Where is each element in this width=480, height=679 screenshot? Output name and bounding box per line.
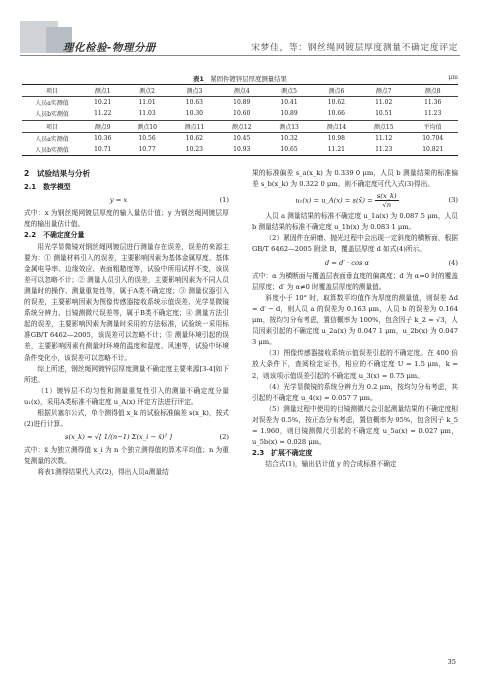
equation-3-fraction xyxy=(375,192,399,209)
table-unit: μm xyxy=(448,74,458,81)
table-row xyxy=(22,144,458,156)
equation-2-body: s(x_k) = √[ 1/(n−1) Σ(x_i − x̄)² ] xyxy=(65,433,172,442)
table-cell: 10.32 xyxy=(280,134,298,142)
paragraph: 式中：x 为钢丝绳网镀层厚度的输入量估计值；y 为钢丝绳网镀层厚度的输出量估计值。 xyxy=(24,209,229,229)
paragraph: （3）图像传感器接收系统示值误差引起的不确定度。在 400 倍放大条件下，查阅检定证书，相应的不确定度 U = 1.5 μm，k = 2，则该项示值误差引起的不确定度 u_3(x) = 0.75 μm。 xyxy=(252,349,458,380)
table-row-label: 人员a实测值 xyxy=(35,135,69,143)
header-rule xyxy=(20,55,460,56)
page-header xyxy=(0,0,480,58)
table-cell: 11.12 xyxy=(375,134,393,142)
equation-3 xyxy=(252,192,458,209)
table-cell: 测点13 xyxy=(265,120,312,132)
table-cell: 测点10 xyxy=(123,120,170,132)
table-cell: 10.93 xyxy=(218,144,265,156)
table-cell: 11.01 xyxy=(138,99,156,107)
table-cell: 11.02 xyxy=(375,99,393,107)
table-cell: 测点4 xyxy=(218,85,265,97)
paragraph: （1）镀锌层不均匀性和测量重复性引入的测量不确定度分量 u₁(x)，采用A类标准不确定度 u_A(x) 评定方法进行评定。 xyxy=(24,386,229,406)
table-row xyxy=(22,85,458,97)
right-column xyxy=(252,168,458,470)
table-row-label: 项目 xyxy=(22,85,82,97)
table-cell: 10.30 xyxy=(185,110,203,118)
table-row-label: 人员b实测值 xyxy=(35,111,69,119)
table-cell: 10.65 xyxy=(265,144,312,156)
section-heading-2: 2 试验结果与分析 xyxy=(24,169,91,178)
equation-4 xyxy=(252,258,458,269)
table-cell: 测点15 xyxy=(360,120,407,132)
paragraph: 果的标准偏差 s_a(x_k) 为 0.339 0 μm，人员 b 测量结果的标准偏差 s_b(x_k) 为 0.322 0 μm。则不确定度可代入式(3)得出。 xyxy=(252,169,458,189)
equation-1 xyxy=(24,195,229,206)
table-cell: 10.36 xyxy=(94,134,112,142)
table-cell: 10.98 xyxy=(327,134,345,142)
table-row xyxy=(22,97,458,109)
equation-3-number: (3) xyxy=(448,196,458,205)
equation-2 xyxy=(24,432,229,443)
paragraph: 结合式(1)，输出估计值 y 的合成标准不确定 xyxy=(265,460,397,469)
table-cell: 10.21 xyxy=(94,99,112,107)
equation-4-number: (4) xyxy=(448,258,458,267)
table-cell: 10.60 xyxy=(233,110,251,118)
table-cell: 10.821 xyxy=(407,144,458,156)
table-cell: 10.77 xyxy=(123,144,170,156)
table-caption-number: 表1 xyxy=(193,75,204,83)
table-cell: 测点6 xyxy=(313,85,360,97)
table-cell: 11.23 xyxy=(360,144,407,156)
table-cell: 10.71 xyxy=(82,144,123,156)
paragraph: （5）测量过程中使用的目镜测微尺会引起测量结果的不确定度相对误差为 0.5%，按正态分布考虑，置信概率为 95%，包含因子 k_5 = 1.960，则目镜测微尺引起的不确定度 u_5a(x) = 0.027 μm，u_5b(x) = 0.028 μm。 xyxy=(252,404,458,447)
equation-1-number: (1) xyxy=(219,196,229,205)
table-caption xyxy=(0,74,480,83)
paragraph: 人员 a 测量结果的标准不确定度 u_1a(x) 为 0.087 5 μm，人员 b 测量结果的标准不确定度 u_1b(x) 为 0.083 1 μm。 xyxy=(252,212,458,232)
table-row xyxy=(22,132,458,144)
paragraph: 将表1测得结果代入式(2)，得出人员a测量结 xyxy=(37,468,169,477)
subsection-heading-2-2: 2.2 不确定度分量 xyxy=(24,231,85,240)
table-cell: 测点9 xyxy=(82,120,123,132)
table-cell: 11.21 xyxy=(313,144,360,156)
page-number: 35 xyxy=(447,658,456,666)
paragraph: 式中：α 为横断面与覆盖层表面垂直度的偏离度；d 为 α=0 时的覆盖层厚度；d′ 为 α≠0 时覆盖层厚度的测量值。 xyxy=(252,271,458,291)
paragraph: （4）光学显微镜的系统分辨力为 0.2 μm，按均匀分布考虑，其引起的不确定度 u_4(x) = 0.057 7 μm。 xyxy=(252,382,458,402)
table-cell: 测点12 xyxy=(218,120,265,132)
table-cell: 11.22 xyxy=(94,110,112,118)
equation-3-numerator: s(x_k) xyxy=(376,192,397,201)
equation-3-body xyxy=(252,192,442,209)
table-cell: 测点8 xyxy=(407,85,458,97)
table-cell: 测点14 xyxy=(313,120,360,132)
table-cell: 测点7 xyxy=(360,85,407,97)
subsection-heading-2-1: 2.1 数学模型 xyxy=(24,183,71,192)
table-cell: 11.36 xyxy=(424,99,442,107)
equation-3-lhs: u₁(x) = u_A(x) = s(x̄) = xyxy=(295,196,373,205)
table-cell: 10.62 xyxy=(327,99,345,107)
table-cell: 11.23 xyxy=(424,110,442,118)
table-row-label: 人员a实测值 xyxy=(35,100,69,108)
table-cell: 10.23 xyxy=(171,144,218,156)
table-cell: 10.62 xyxy=(185,134,203,142)
equation-4-body: d = d′ · cos α xyxy=(324,258,370,267)
table-cell: 10.56 xyxy=(138,134,156,142)
paragraph: 斜度小于 10° 时，取算数平均值作为厚度的测量值，则误差 Δd = d′ − d，则人员 a 的误差为 0.163 μm，人员 b 的误差为 0.164 μm，按均匀分布考虑，置信概率为 100%，包含因子 k_2 = √3，人员因素引起的不确定度 u_2a(x) 为 0.047 1 μm，u_2b(x) 为 0.047 3 μm。 xyxy=(252,293,458,347)
subsection-heading-2-3: 2.3 扩展不确定度 xyxy=(252,449,313,458)
left-column xyxy=(24,168,229,479)
table-cell: 测点5 xyxy=(265,85,312,97)
table-row xyxy=(22,120,458,132)
paragraph: 式中：x̄ 为独立测得值 x_i 为 n 个独立测得值的算术平均值；n 为重复测量的次数。 xyxy=(24,446,229,466)
table-row xyxy=(22,108,458,120)
paragraph: （2）紧固件在研磨、抛光过程中会出现一定斜度的横断面，根据 GB/T 6462—2005 附录 B，覆盖层厚度 d 如式(4)所示。 xyxy=(252,234,458,254)
paragraph: 用光学显微镜对钢丝绳网镀层进行测量存在误差，误差的来源主要为：① 测量材料引入的误差，主要影响因素为基体金属厚度、基体金属电导率、边缘效应、表面粗糙度等，试验中所用试样不变，该误差可以忽略不计；② 测量人员引入的误差，主要影响因素为不同人员测量时的操作、测量重复性等，属于A类不确定度；③ 测量仪器引入的误差，主要影响因素为图像传感器接收系统示值误差、光学显微镜系统分辨力、目镜测微尺误差等，属于B类不确定度；④ 测量方法引起的误差，主要影响因素为测量时采用的方法标准，试验统一采用标准GB/T 6462—2005，该误差可以忽略不计；⑤ 测量环境引起的误差，主要影响因素有测量时环境的温度和湿度、风速等，试验中环境条件变化小，该误差可以忽略不计。 xyxy=(24,242,229,362)
equation-3-denominator: √n xyxy=(382,201,392,210)
table-cell: 平均值 xyxy=(407,120,458,132)
table-cell: 10.41 xyxy=(280,99,298,107)
table-cell: 10.89 xyxy=(233,99,251,107)
table-cell: 10.45 xyxy=(233,134,251,142)
measurement-table xyxy=(22,84,458,156)
table-cell: 10.63 xyxy=(185,99,203,107)
paragraph: 根据贝塞尔公式，单个测得值 x_k 的试验标准偏差 s(x_k)，按式(2)进行计算。 xyxy=(24,408,229,429)
table-cell: 测点1 xyxy=(82,85,123,97)
table-cell: 测点11 xyxy=(171,120,218,132)
table-cell: 10.704 xyxy=(422,134,444,142)
journal-brand: 理化检验-物理分册 xyxy=(63,42,156,54)
equation-1-body: y = x xyxy=(109,196,128,205)
equation-2-number: (2) xyxy=(219,433,229,442)
table-cell: 10.89 xyxy=(280,110,298,118)
table-cell: 10.66 xyxy=(327,110,345,118)
table-cell: 测点3 xyxy=(171,85,218,97)
table-cell: 11.03 xyxy=(138,110,156,118)
table-row-label: 人员b实测值 xyxy=(22,144,82,156)
paragraph: 综上所述，钢丝绳网镀锌层厚度测量不确定度主要来源[3-4]如下所述。 xyxy=(24,364,229,384)
table-caption-text: 紧固件镀锌层厚度测量结果 xyxy=(210,75,287,83)
table-cell: 10.51 xyxy=(375,110,393,118)
running-title: 宋梦佳，等：钢丝绳网镀层厚度测量不确定度评定 xyxy=(251,43,458,53)
table-cell: 测点2 xyxy=(123,85,170,97)
table-row-label: 项目 xyxy=(22,120,82,132)
